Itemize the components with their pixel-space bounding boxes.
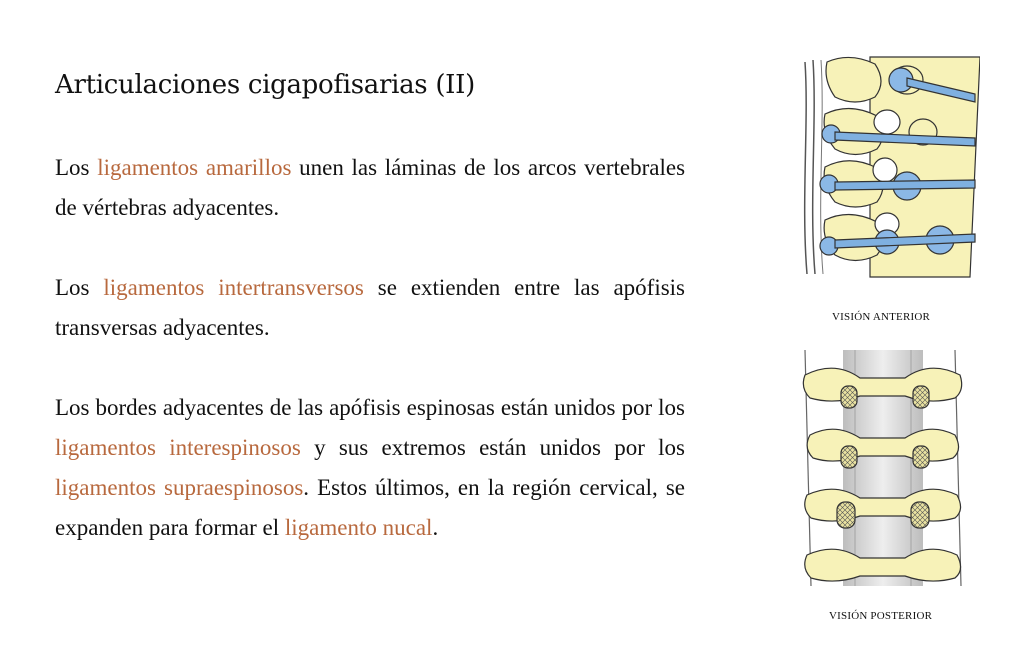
spine-anterior-illustration bbox=[795, 52, 980, 280]
caption-vision-anterior: VISIÓN ANTERIOR bbox=[832, 311, 931, 323]
term-ligamentos-interespinosos: ligamentos interespinosos bbox=[55, 435, 301, 460]
text-segment: . bbox=[432, 515, 439, 540]
text-segment: Los bbox=[55, 155, 98, 180]
term-ligamentos-amarillos: ligamentos amarillos bbox=[97, 155, 292, 180]
term-ligamento-nucal: ligamento nucal bbox=[284, 515, 433, 540]
text-segment: se extienden entre las apófisis transversas adyacentes. bbox=[55, 275, 686, 340]
text-segment: unen las láminas de los arcos vertebrales de vértebras adyacentes. bbox=[55, 155, 686, 220]
paragraph-ligamentos-amarillos bbox=[55, 148, 685, 228]
paragraph-ligamentos-espinosos bbox=[55, 388, 685, 548]
paragraph-ligamentos-intertransversos bbox=[55, 268, 685, 348]
text-segment: Los bbox=[55, 275, 104, 300]
text-segment: y sus extremos están unidos por los bbox=[300, 435, 685, 460]
term-ligamentos-supraespinosos: ligamentos supraespinosos bbox=[55, 475, 304, 500]
spine-posterior-illustration bbox=[795, 350, 970, 586]
caption-vision-posterior: VISIÓN POSTERIOR bbox=[829, 610, 933, 622]
text-segment: Los bordes adyacentes de las apófisis espinosas están unidos por los bbox=[55, 395, 685, 420]
page-title: Articulaciones cigapofisarias (II) bbox=[55, 70, 475, 100]
term-ligamentos-intertransversos: ligamentos intertransversos bbox=[103, 275, 364, 300]
text-segment: . Estos últimos, en la región cervical, se expanden para formar el bbox=[55, 475, 685, 540]
